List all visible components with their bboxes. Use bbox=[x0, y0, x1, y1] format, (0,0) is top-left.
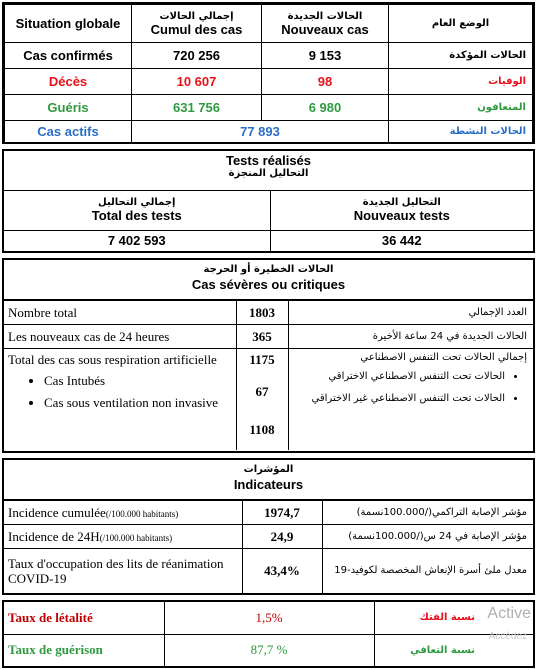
respiration-ar: إجمالي الحالات تحت التنفس الاصطناعي bbox=[360, 352, 527, 363]
respiration-ar-sublist bbox=[293, 371, 528, 408]
row-actifs bbox=[5, 121, 533, 143]
intubes-value: 67 bbox=[255, 384, 269, 399]
indicators-panel bbox=[2, 458, 535, 595]
total-tests-header: إجمالي التحاليل Total des tests bbox=[4, 191, 270, 230]
nouveaux-header: الحالات الجديدة Nouveaux cas bbox=[262, 5, 389, 43]
guerison-ar: نسبة التعافي Accédez bbox=[374, 634, 533, 666]
cas-confirmes-ar: الحالات المؤكدة bbox=[389, 43, 533, 69]
occupation-value: 43,4% bbox=[242, 549, 322, 594]
gueris-cumul: 631 756 bbox=[132, 95, 262, 121]
guerison-label: Taux de guérison bbox=[4, 634, 164, 666]
incidence-24h-label: Incidence de 24H(/100.000 habitants) bbox=[4, 525, 242, 549]
guerison-value: 87,7 % bbox=[164, 634, 374, 666]
row-respiration bbox=[4, 349, 533, 450]
watermark-line1: Active bbox=[487, 605, 531, 622]
intubes-ar: • الحالات تحت التنفس الاصطناعي الاختراقي bbox=[293, 371, 506, 382]
tests-title: Tests réalisés التحاليل المنجزة bbox=[4, 151, 533, 191]
new-tests-value: 36 442 bbox=[270, 230, 533, 251]
watermark-line2: Accédez bbox=[488, 630, 527, 642]
row-confirmes bbox=[5, 43, 533, 69]
row-nouveaux-24h bbox=[4, 325, 533, 349]
row-letalite bbox=[4, 602, 533, 634]
letalite-label: Taux de létalité bbox=[4, 602, 164, 634]
global-situation-panel bbox=[2, 2, 535, 144]
deces-cumul: 10 607 bbox=[132, 69, 262, 95]
total-tests-value: 7 402 593 bbox=[4, 230, 270, 251]
cas-confirmes-cumul: 720 256 bbox=[132, 43, 262, 69]
cas-confirmes-nouveaux: 9 153 bbox=[262, 43, 389, 69]
situation-globale-label: Situation globale bbox=[5, 5, 132, 43]
nouveaux-24h-value: 365 bbox=[236, 325, 288, 349]
nombre-total-value: 1803 bbox=[236, 301, 288, 325]
row-incidence-cumulee bbox=[4, 501, 533, 525]
nouveaux-24h-ar: الحالات الجديدة في 24 ساعة الأخيرة bbox=[288, 325, 533, 349]
respiration-label: Total des cas sous respiration artificielle bbox=[8, 352, 217, 367]
row-nombre-total bbox=[4, 301, 533, 325]
rates-panel bbox=[2, 600, 535, 668]
indicators-title: المؤشرات Indicateurs bbox=[4, 460, 533, 500]
occupation-ar: معدل ملئ أسرة الإنعاش المخصصة لكوفيد-19 bbox=[322, 549, 533, 594]
non-invasive-ar: • الحالات تحت التنفس الاصطناعي غير الاختراقي bbox=[293, 390, 506, 408]
incidence-24h-ar: مؤشر الإصابة في 24 س(/100.000نسمة) bbox=[322, 525, 533, 549]
row-guerison bbox=[4, 634, 533, 666]
gueris-label: Guéris bbox=[5, 95, 132, 121]
intubes-label: • Cas Intubés bbox=[44, 373, 232, 389]
tests-panel bbox=[2, 149, 535, 253]
cas-actifs-label: Cas actifs bbox=[5, 121, 132, 143]
nouveaux-24h-label: Les nouveaux cas de 24 heures bbox=[4, 325, 236, 349]
gueris-ar: المتعافون bbox=[389, 95, 533, 121]
row-incidence-24h bbox=[4, 525, 533, 549]
incidence-cumulee-ar: مؤشر الإصابة التراكمي(/100.000نسمة) bbox=[322, 501, 533, 525]
deces-nouveaux: 98 bbox=[262, 69, 389, 95]
non-invasive-value: 1108 bbox=[249, 422, 275, 437]
nombre-total-label: Nombre total bbox=[4, 301, 236, 325]
occupation-label: Taux d'occupation des lits de réanimation COVID-19 bbox=[4, 549, 242, 594]
situation-ar-label: الوضع العام bbox=[389, 5, 533, 43]
deces-ar: الوفيات bbox=[389, 69, 533, 95]
row-gueris bbox=[5, 95, 533, 121]
cas-actifs-ar: الحالات النشطة bbox=[389, 121, 533, 143]
severe-cases-panel bbox=[2, 258, 535, 453]
respiration-values bbox=[236, 349, 288, 450]
letalite-ar: نسبة الفتك Active bbox=[374, 602, 533, 634]
letalite-value: 1,5% bbox=[164, 602, 374, 634]
nombre-total-ar: العدد الإجمالي bbox=[288, 301, 533, 325]
respiration-value: 1175 bbox=[249, 352, 275, 367]
row-deces bbox=[5, 69, 533, 95]
gueris-nouveaux: 6 980 bbox=[262, 95, 389, 121]
cas-confirmes-label: Cas confirmés bbox=[5, 43, 132, 69]
new-tests-header: التحاليل الجديدة Nouveaux tests bbox=[270, 191, 533, 230]
cas-actifs-value: 77 893 bbox=[132, 121, 389, 143]
incidence-cumulee-label: Incidence cumulée(/100.000 habitants) bbox=[4, 501, 242, 525]
incidence-cumulee-value: 1974,7 bbox=[242, 501, 322, 525]
respiration-ar-cell bbox=[288, 349, 533, 450]
respiration-cell bbox=[4, 349, 236, 450]
severe-title: الحالات الخطيرة أو الحرجة Cas sévères ou critiques bbox=[4, 260, 533, 300]
row-occupation bbox=[4, 549, 533, 594]
deces-label: Décès bbox=[5, 69, 132, 95]
cumul-header: إجمالي الحالات Cumul des cas bbox=[132, 5, 262, 43]
incidence-24h-value: 24,9 bbox=[242, 525, 322, 549]
respiration-sublist bbox=[8, 373, 232, 411]
non-invasive-label: • Cas sous ventilation non invasive bbox=[44, 395, 232, 411]
